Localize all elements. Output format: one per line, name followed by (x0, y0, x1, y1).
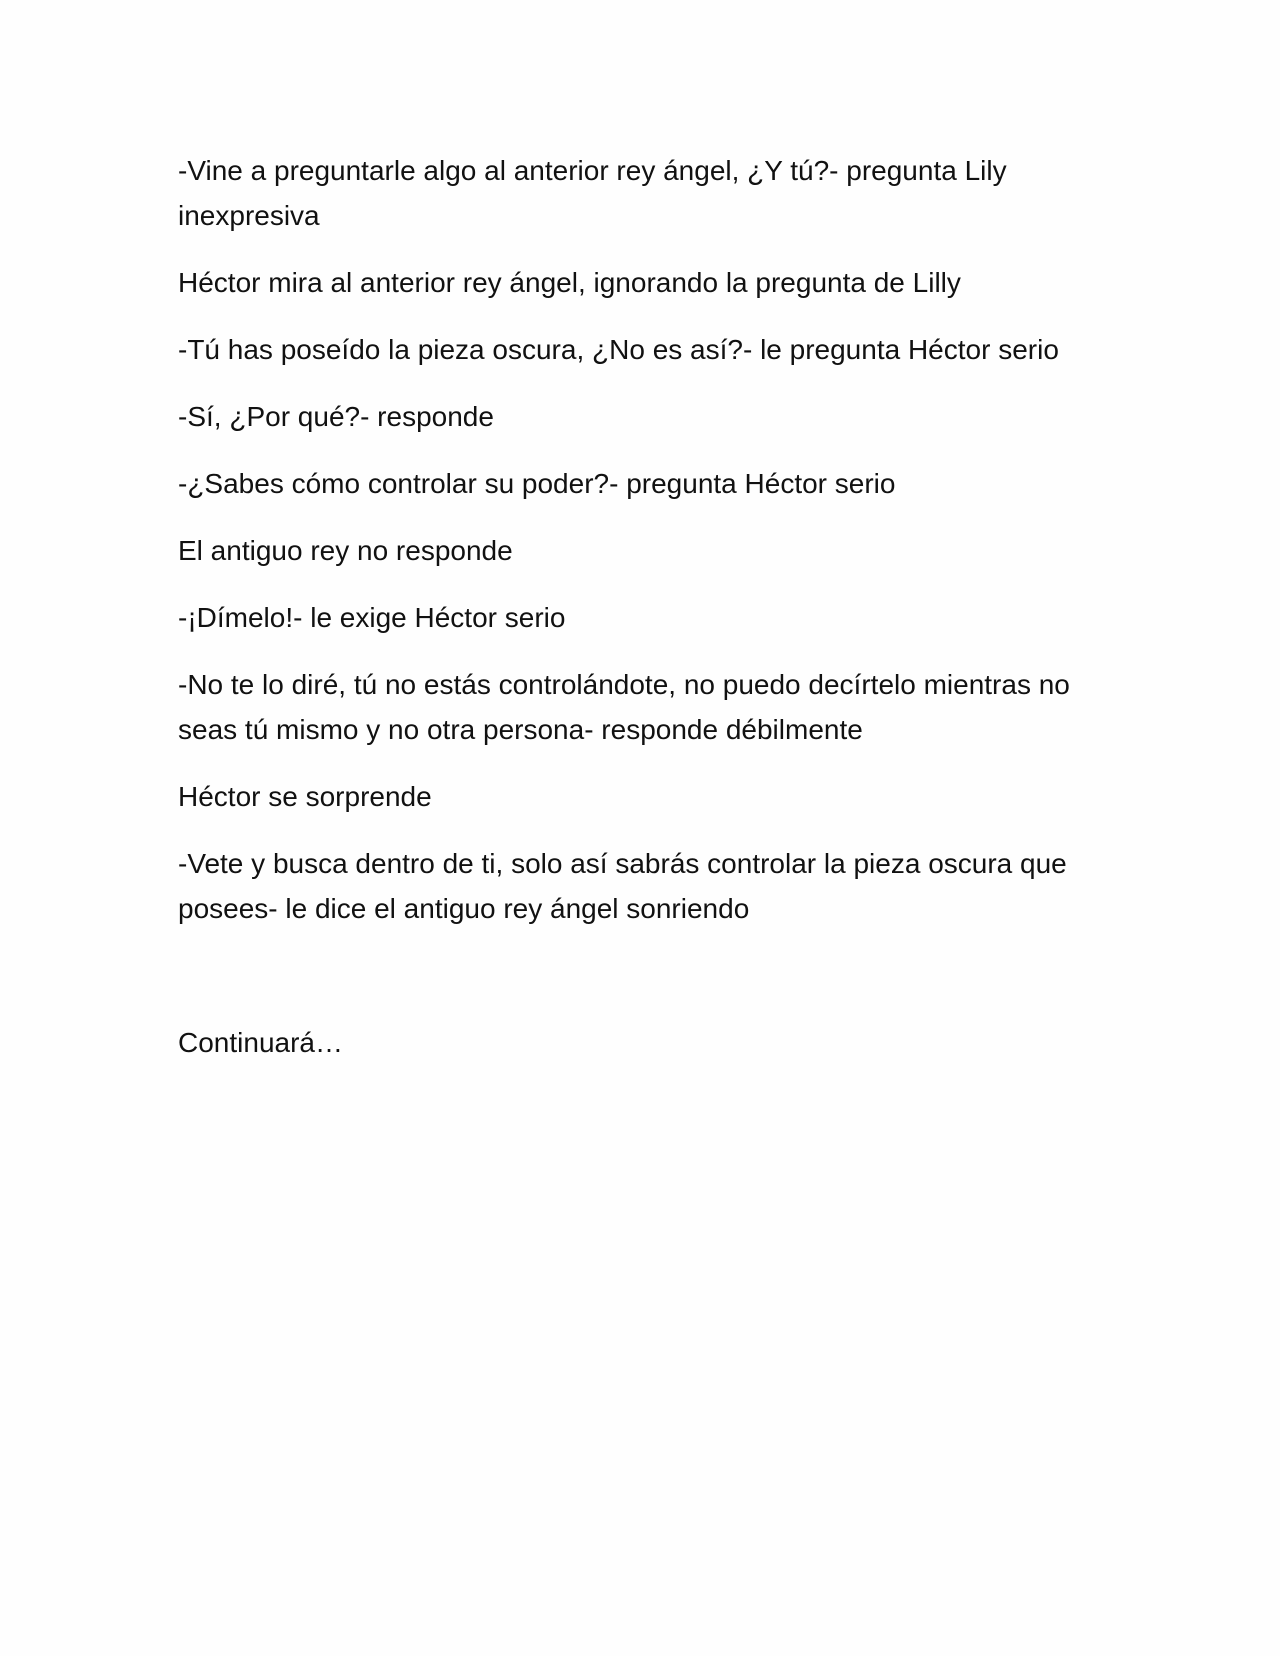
paragraph: El antiguo rey no responde (178, 535, 513, 566)
closing-line: Continuará… (178, 1027, 343, 1058)
paragraph: -Vete y busca dentro de ti, solo así sabrás controlar la pieza oscura que posees- le dice el antiguo rey ángel sonriendo (178, 848, 1067, 924)
document-body (178, 148, 1108, 1087)
paragraph: Héctor se sorprende (178, 781, 432, 812)
paragraph: -¿Sabes cómo controlar su poder?- pregunta Héctor serio (178, 468, 896, 499)
paragraph: -¡Dímelo!- le exige Héctor serio (178, 602, 566, 633)
paragraph: -Tú has poseído la pieza oscura, ¿No es así?- le pregunta Héctor serio (178, 334, 1059, 365)
paragraph: -Sí, ¿Por qué?- responde (178, 401, 494, 432)
paragraph: Héctor mira al anterior rey ángel, ignorando la pregunta de Lilly (178, 267, 961, 298)
paragraph: -Vine a preguntarle algo al anterior rey ángel, ¿Y tú?- pregunta Lily inexpresiva (178, 155, 1007, 231)
paragraph: -No te lo diré, tú no estás controlándote, no puedo decírtelo mientras no seas tú mismo y no otra persona- responde débilmente (178, 669, 1070, 745)
blank-line (178, 953, 1108, 998)
